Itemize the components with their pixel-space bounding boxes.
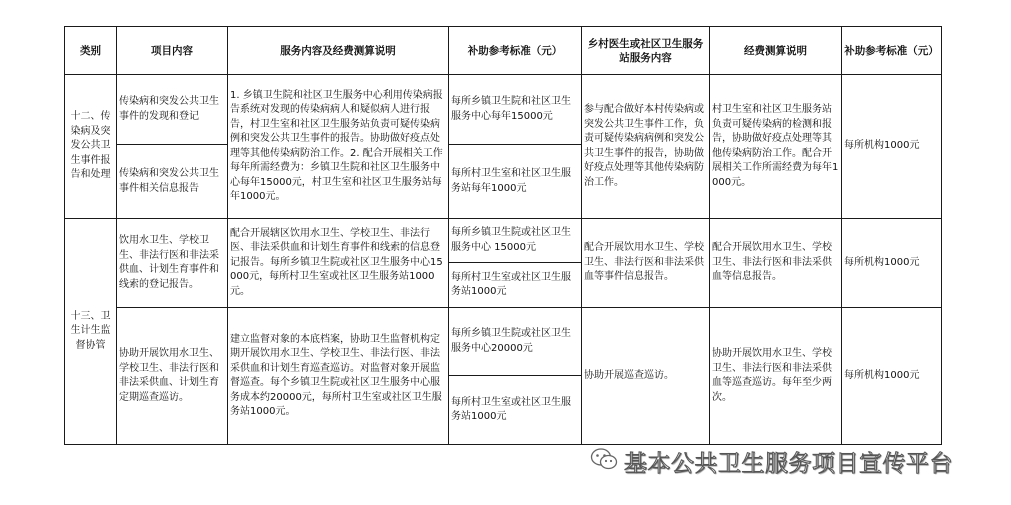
village-service-cell: 参与配合做好本村传染病或突发公共卫生事件工作，负责可疑传染病病例和突发公共卫生事件的报告，协助做好疫点处理等其他传染病防治工作。 bbox=[582, 75, 710, 219]
village-service-cell: 配合开展饮用水卫生、学校卫生、非法行医和非法采供血等事件信息报告。 bbox=[582, 219, 710, 308]
item-cell: 饮用水卫生、学校卫生、非法行医和非法采供血、计划生育事件和线索的登记报告。 bbox=[117, 219, 228, 308]
header-village: 乡村医生或社区卫生服务站服务内容 bbox=[582, 27, 710, 75]
category-cell: 十三、卫生计生监督协管 bbox=[65, 219, 117, 445]
subsidy-cell: 每所村卫生室或社区卫生服务站1000元 bbox=[449, 263, 582, 308]
table-row bbox=[65, 219, 942, 263]
budget-cell: 配合开展饮用水卫生、学校卫生、非法行医和非法采供血等信息报告。 bbox=[710, 219, 842, 308]
category-cell: 十二、传染病及突发公共卫生事件报告和处理 bbox=[65, 75, 117, 219]
subsidy-cell: 每所乡镇卫生院或社区卫生服务中心 15000元 bbox=[449, 219, 582, 263]
header-item: 项目内容 bbox=[117, 27, 228, 75]
subsidy-final-cell: 每所机构1000元 bbox=[842, 75, 942, 219]
village-service-cell: 协助开展巡查巡访。 bbox=[582, 308, 710, 445]
subsidy-final-cell: 每所机构1000元 bbox=[842, 219, 942, 308]
header-budget: 经费测算说明 bbox=[710, 27, 842, 75]
subsidy-cell: 每所村卫生室和社区卫生服务站每年1000元 bbox=[449, 145, 582, 219]
service-standard-table bbox=[64, 26, 942, 445]
watermark-text: 基本公共卫生服务项目宣传平台 bbox=[624, 450, 953, 477]
item-cell: 传染病和突发公共卫生事件相关信息报告 bbox=[117, 145, 228, 219]
service-cell: 配合开展辖区饮用水卫生、学校卫生、非法行医、非法采供血和计划生育事件和线索的信息登记报告。每所乡镇卫生院或社区卫生服务中心15000元，每所村卫生室或社区卫生服务站1000元。 bbox=[228, 219, 449, 308]
subsidy-final-cell: 每所机构1000元 bbox=[842, 308, 942, 445]
watermark bbox=[590, 446, 953, 476]
item-cell: 协助开展饮用水卫生、学校卫生、非法行医和非法采供血、计划生育定期巡查巡访。 bbox=[117, 308, 228, 445]
header-subsidy-final: 补助参考标准（元） bbox=[842, 27, 942, 75]
header-row bbox=[65, 27, 942, 75]
header-service: 服务内容及经费测算说明 bbox=[228, 27, 449, 75]
item-cell: 传染病和突发公共卫生事件的发现和登记 bbox=[117, 75, 228, 145]
header-subsidy: 补助参考标准（元） bbox=[449, 27, 582, 75]
table-row bbox=[65, 75, 942, 145]
wechat-logo-icon bbox=[590, 447, 618, 475]
header-category: 类别 bbox=[65, 27, 117, 75]
budget-cell: 协助开展饮用水卫生、学校卫生、非法行医和非法采供血等巡查巡访。每年至少两次。 bbox=[710, 308, 842, 445]
subsidy-cell: 每所村卫生室或社区卫生服务站1000元 bbox=[449, 376, 582, 445]
budget-cell: 村卫生室和社区卫生服务站负责可疑传染病的检测和报告，协助做好疫点处理等其他传染病防治工作。配合开展相关工作所需经费为每年1000元。 bbox=[710, 75, 842, 219]
service-cell: 建立监督对象的本底档案，协助卫生监督机构定期开展饮用水卫生、学校卫生、非法行医、非法采供血和计划生育巡查巡访。对监督对象开展监督巡查。每个乡镇卫生院或社区卫生服务中心服务成本约20000元，每所村卫生室或社区卫生服务站1000元。 bbox=[228, 308, 449, 445]
table-row bbox=[65, 308, 942, 376]
subsidy-cell: 每所乡镇卫生院或社区卫生服务中心20000元 bbox=[449, 308, 582, 376]
service-cell: 1. 乡镇卫生院和社区卫生服务中心利用传染病报告系统对发现的传染病病人和疑似病人进行报告，村卫生室和社区卫生服务站负责可疑传染病例和突发公共卫生事件的报告。协助做好疫点处理等其他传染病防治工作。2. 配合开展相关工作每年所需经费为：乡镇卫生院和社区卫生服务中心每年15000元，村卫生室和社区卫生服务站每年1000元。 bbox=[228, 75, 449, 219]
subsidy-cell: 每所乡镇卫生院和社区卫生服务中心每年15000元 bbox=[449, 75, 582, 145]
